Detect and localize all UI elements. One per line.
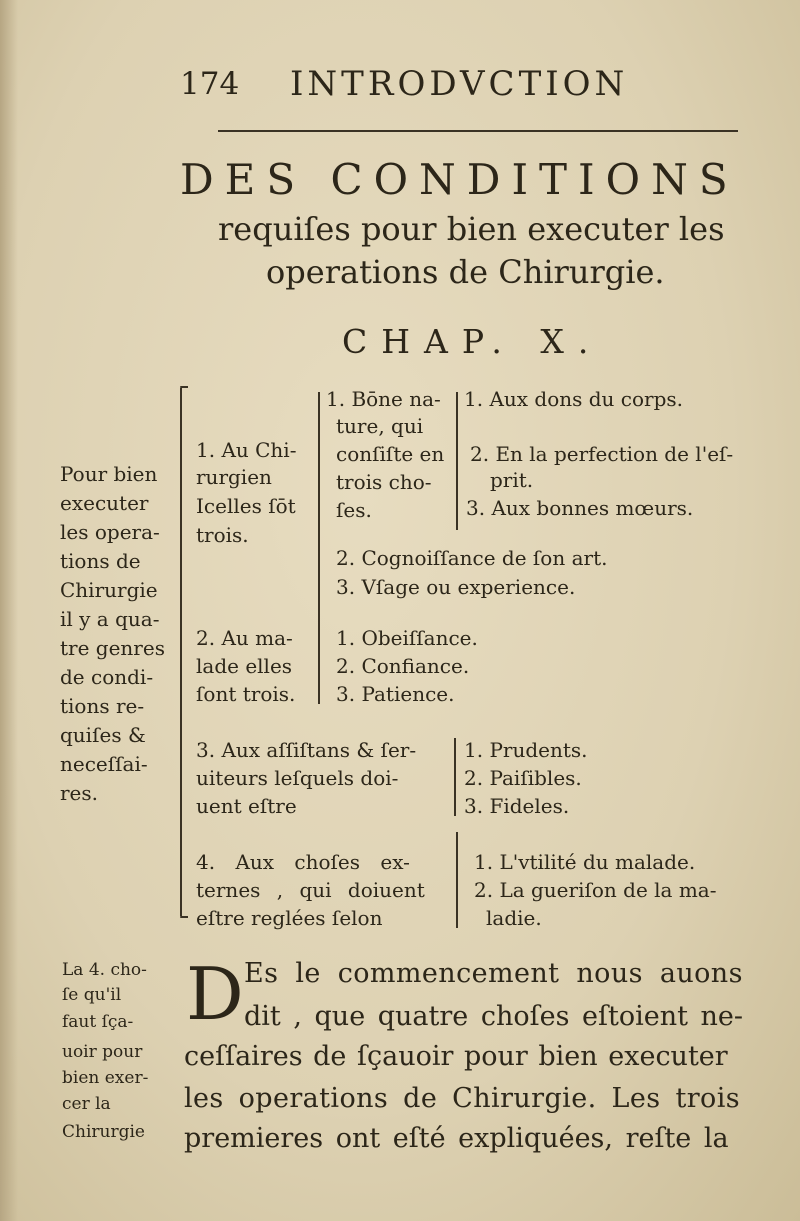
body-line: dit , que quatre choſes eſtoient ne-: [244, 1001, 744, 1032]
g3-brace: [454, 738, 456, 816]
g1-label: 1. Au Chi-: [196, 438, 297, 462]
g1-label: trois.: [196, 523, 249, 547]
g1a-label: trois cho-: [336, 470, 432, 494]
margin-note-line: Chirurgie: [62, 1122, 145, 1142]
root-line: Pour bien: [60, 462, 158, 486]
drop-cap: D: [186, 952, 244, 1036]
main-brace: [180, 388, 182, 916]
page-fold-shadow: [0, 0, 18, 1221]
root-line: il y a qua-: [60, 607, 160, 631]
g4-brace: [456, 832, 458, 928]
g1a-label: 1. Bōne na-: [326, 387, 441, 411]
root-line: quiſes &: [60, 723, 146, 747]
g4-label: eſtre reglées ſelon: [196, 906, 383, 930]
g3-item: 3. Fideles.: [464, 794, 570, 818]
g2-label: 2. Au ma-: [196, 626, 293, 650]
g1a-item: 2. En la perfection de l'eſ-: [470, 442, 734, 466]
main-brace-top: [180, 386, 188, 388]
header-rule: [218, 130, 738, 132]
margin-note-line: La 4. cho-: [62, 960, 147, 980]
title-line-3: operations de Chirurgie.: [266, 253, 665, 291]
g3-item: 1. Prudents.: [464, 738, 588, 762]
root-line: executer: [60, 491, 149, 515]
main-brace-bottom: [180, 916, 188, 918]
body-line: Es le commencement nous auons: [244, 958, 743, 989]
body-line: les operations de Chirurgie. Les trois: [184, 1083, 740, 1114]
root-line: les opera-: [60, 520, 160, 544]
g1a-brace: [456, 392, 458, 530]
g2-item: 3. Patience.: [336, 682, 455, 706]
g3-label: uiteurs leſquels doi-: [196, 766, 399, 790]
root-line: tions re-: [60, 694, 145, 718]
g1-label: rurgien: [196, 465, 272, 489]
chapter-heading: CHAP. X.: [342, 322, 603, 361]
g1-item-b: 2. Cognoiſſance de ſon art.: [336, 546, 608, 570]
margin-note-line: faut ſça-: [62, 1012, 134, 1032]
g4-label: ternes , qui doiuent: [196, 878, 425, 902]
root-line: neceſſai-: [60, 752, 148, 776]
g1a-item: 3. Aux bonnes mœurs.: [466, 496, 694, 520]
body-line: premieres ont eſté expliquées, reſte la: [184, 1123, 729, 1154]
g3-item: 2. Paiſibles.: [464, 766, 582, 790]
title-line-2: requiſes pour bien executer les: [218, 210, 725, 248]
g4-item: 2. La gueriſon de la ma-: [474, 878, 717, 902]
root-line: de condi-: [60, 665, 154, 689]
g1a-label: ſes.: [336, 498, 372, 522]
root-line: Chirurgie: [60, 578, 158, 602]
margin-note-line: ſe qu'il: [62, 985, 122, 1005]
g2-item: 1. Obeiſſance.: [336, 626, 478, 650]
g4-label: 4. Aux choſes ex-: [196, 850, 410, 874]
g2-brace: [318, 626, 320, 704]
g3-label: uent eſtre: [196, 794, 297, 818]
root-line: tre genres: [60, 636, 165, 660]
root-line: tions de: [60, 549, 141, 573]
g1a-item: 1. Aux dons du corps.: [464, 387, 684, 411]
g1-label: Icelles ſōt: [196, 494, 296, 518]
g2-item: 2. Confiance.: [336, 654, 470, 678]
g1a-item: prit.: [490, 468, 534, 492]
title-line-1: DES CONDITIONS: [180, 155, 739, 204]
margin-note-line: uoir pour: [62, 1042, 143, 1062]
page-number: 174: [180, 66, 240, 102]
margin-note-line: cer la: [62, 1094, 111, 1114]
g1a-label: conſiſte en: [336, 442, 445, 466]
g1-item-c: 3. Vſage ou experience.: [336, 575, 576, 599]
g1a-label: ture, qui: [336, 414, 424, 438]
g4-item: 1. L'vtilité du malade.: [474, 850, 696, 874]
g2-label: lade elles: [196, 654, 293, 678]
g2-label: ſont trois.: [196, 682, 296, 706]
g3-label: 3. Aux aſſiſtans & ſer-: [196, 738, 417, 762]
margin-note-line: bien exer-: [62, 1068, 149, 1088]
running-title: INTRODVCTION: [290, 64, 629, 104]
body-line: ceſſaires de ſçauoir pour bien executer: [184, 1041, 728, 1072]
g4-item: ladie.: [486, 906, 542, 930]
root-line: res.: [60, 781, 99, 805]
